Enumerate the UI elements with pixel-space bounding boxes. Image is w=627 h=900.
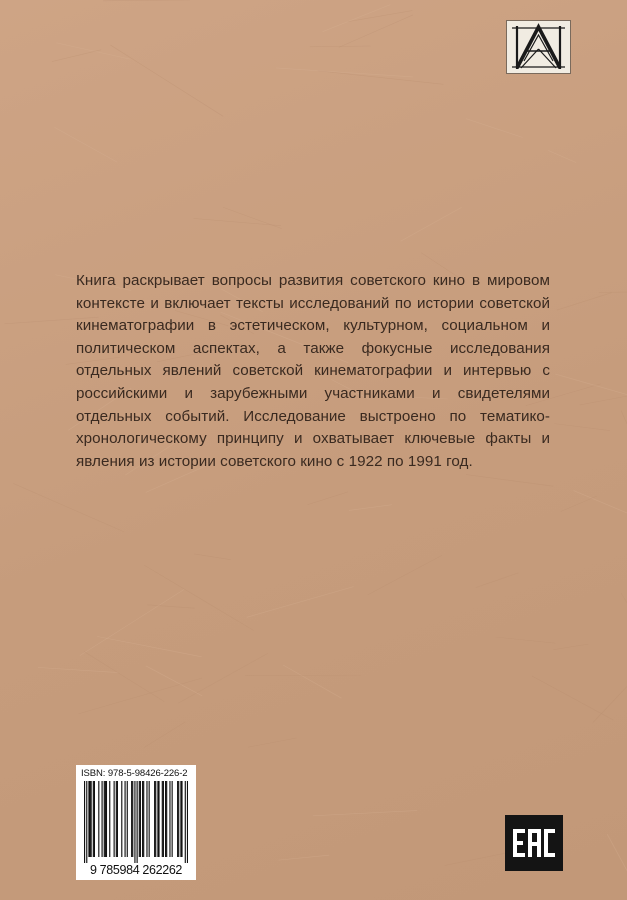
paper-fibre (103, 0, 190, 1)
paper-fibre (574, 491, 627, 513)
paper-fibre (57, 43, 131, 59)
barcode-bar (166, 781, 167, 857)
barcode-bar (116, 781, 117, 857)
paper-fibre (313, 811, 417, 816)
paper-fibre (144, 722, 185, 748)
paper-fibre (401, 207, 462, 241)
barcode-bar (105, 781, 106, 857)
paper-fibre (561, 496, 597, 511)
barcode-bar (88, 781, 89, 857)
paper-fibre (557, 293, 612, 310)
barcode-bar (94, 781, 95, 857)
paper-fibre (368, 555, 442, 594)
barcode-bar (154, 781, 155, 857)
barcode-bar (127, 781, 128, 857)
paper-fibre (621, 411, 627, 424)
isbn-barcode-label (76, 765, 196, 880)
barcode-bar (91, 781, 92, 857)
paper-fibre (621, 593, 627, 603)
barcode-bar (149, 781, 150, 857)
ean-digits: 9 785984 262262 (89, 863, 183, 877)
paper-fibre (339, 15, 413, 47)
paper-fibre (55, 127, 118, 162)
barcode-bar (132, 781, 133, 857)
paper-fibre (38, 667, 118, 672)
barcode-bar (102, 781, 103, 857)
paper-fibre (532, 676, 614, 720)
paper-fibre (276, 68, 413, 77)
paper-fibre (607, 834, 627, 870)
barcode-bar (178, 781, 179, 857)
barcode-bar (172, 781, 173, 857)
barcode-bar (131, 781, 132, 857)
barcode-bar (93, 781, 94, 857)
paper-fibre (78, 678, 201, 714)
barcode-bar (163, 781, 164, 857)
barcode-bar (84, 781, 85, 863)
barcode-bar (106, 781, 107, 857)
barcode-bar (180, 781, 181, 857)
barcode-bar (89, 781, 90, 857)
barcode-bar (185, 781, 186, 863)
paper-fibre (307, 492, 348, 505)
barcode-bar (104, 781, 105, 857)
barcode-bar (140, 781, 141, 857)
paper-fibre (593, 686, 627, 722)
barcode-bar (125, 781, 126, 857)
barcode-bar (117, 781, 118, 857)
barcode-bar (187, 781, 188, 863)
barcode-bar (137, 781, 138, 863)
publisher-logo (506, 20, 571, 74)
barcode-bar (157, 781, 158, 857)
paper-fibre (248, 738, 297, 747)
eac-certification-mark (505, 815, 563, 871)
barcode-bar (177, 781, 178, 857)
paper-fibre (495, 637, 555, 643)
paper-fibre (318, 71, 444, 85)
paper-fibre (548, 150, 576, 162)
barcode-bar (169, 781, 170, 857)
barcode-bar (165, 781, 166, 857)
paper-fibre (194, 554, 230, 560)
barcode-bar (181, 781, 182, 857)
barcode-bar (134, 781, 135, 863)
paper-fibre (223, 207, 282, 228)
paper-fibre (178, 653, 267, 703)
paper-fibre (110, 45, 223, 116)
barcode-bar (86, 781, 87, 863)
barcode-bar (109, 781, 110, 857)
paper-fibre (348, 11, 413, 22)
paper-fibre (147, 605, 194, 608)
barcode-bar (142, 781, 143, 857)
paper-fibre (580, 396, 627, 405)
paper-fibre (283, 665, 341, 698)
paper-fibre (84, 652, 164, 702)
paper-fibre (52, 50, 101, 62)
barcode-bar (114, 781, 115, 857)
paper-fibre (555, 374, 627, 394)
paper-fibre (144, 565, 254, 630)
paper-fibre (279, 855, 330, 860)
barcode-bar (98, 781, 99, 857)
paper-fibre (553, 644, 588, 650)
paper-fibre (247, 587, 354, 618)
paper-fibre (466, 119, 523, 138)
barcode-bars (84, 781, 188, 863)
paper-fibre (323, 5, 391, 32)
barcode-bar (146, 781, 147, 857)
eac-mark-icon (505, 815, 563, 871)
publisher-monogram-icon (507, 21, 570, 73)
paper-fibre (97, 636, 202, 656)
paper-fibre (146, 666, 202, 696)
barcode-bar (158, 781, 159, 857)
barcode-bar (155, 781, 156, 857)
paper-fibre (194, 218, 281, 225)
isbn-number: ISBN: 978-5-98426-226-2 (81, 768, 188, 779)
paper-fibre (476, 573, 519, 588)
barcode-bar (143, 781, 144, 857)
barcode-bar (162, 781, 163, 857)
paper-fibre (80, 589, 184, 655)
paper-fibre (13, 483, 124, 532)
book-description: Книга раскрывает вопросы развития советского кино в мировом контексте и включает тексты исследований по истории советской кинематографии в эстетическом, культурном, социальном и политическом аспектах, а также фокусные исследования отдельных явлений советской кинематографии и интервью с российскими и зарубежными участниками и свидетелями отдельных событий. Исследование выстроено по тематико-хронологическому принципу и охватывает ключевые факты и явления из истории советского кино с 1922 по 1991 год. (76, 272, 550, 470)
paper-fibre (349, 505, 392, 511)
barcode-bar (121, 781, 122, 857)
paper-fibre (554, 424, 610, 431)
barcode-bar (139, 781, 140, 857)
paper-fibre (466, 475, 553, 487)
